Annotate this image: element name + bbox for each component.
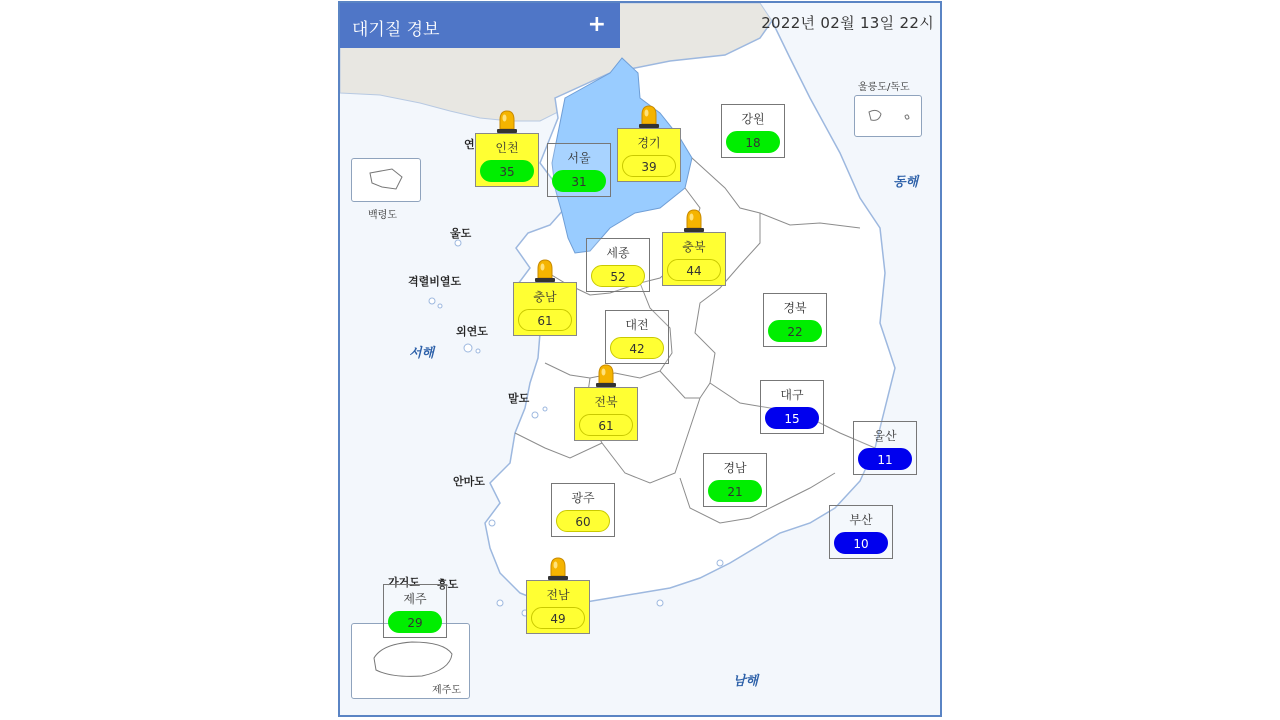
region-name: 전남 bbox=[546, 588, 570, 602]
warning-lamp-icon bbox=[638, 104, 660, 128]
region-box[interactable] bbox=[547, 143, 611, 197]
region-box[interactable] bbox=[703, 453, 767, 507]
region-value: 15 bbox=[765, 407, 819, 429]
region-box[interactable] bbox=[574, 387, 638, 441]
label-gageodo: 가거도 bbox=[388, 576, 420, 589]
region-box[interactable] bbox=[475, 133, 539, 187]
region-box[interactable] bbox=[526, 580, 590, 634]
label-maldo: 말도 bbox=[508, 392, 530, 405]
region-name: 강원 bbox=[741, 112, 765, 126]
ulleung-label: 울릉도/독도 bbox=[858, 82, 910, 93]
region-value: 61 bbox=[579, 414, 633, 436]
label-anmado: 안마도 bbox=[453, 475, 485, 488]
ulleung-island-icon bbox=[855, 96, 921, 136]
region-box[interactable] bbox=[513, 282, 577, 336]
region-value: 21 bbox=[708, 480, 762, 502]
region-name: 세종 bbox=[606, 246, 630, 260]
panel-title: 대기질 경보 bbox=[352, 20, 440, 40]
region-name: 인천 bbox=[495, 141, 519, 155]
region-value: 35 bbox=[480, 160, 534, 182]
sea-west: 서해 bbox=[409, 346, 435, 361]
sea-south: 남해 bbox=[733, 674, 759, 689]
warning-lamp-icon bbox=[683, 208, 705, 232]
region-box[interactable] bbox=[760, 380, 824, 434]
expand-button[interactable]: + bbox=[587, 12, 606, 37]
air-quality-map-panel bbox=[338, 1, 942, 717]
region-name: 경남 bbox=[723, 461, 747, 475]
region-name: 전북 bbox=[594, 395, 618, 409]
region-value: 29 bbox=[388, 611, 442, 633]
label-uldo: 울도 bbox=[450, 227, 472, 240]
region-name: 충북 bbox=[682, 240, 706, 254]
region-value: 31 bbox=[552, 170, 606, 192]
region-box[interactable] bbox=[662, 232, 726, 286]
region-value: 42 bbox=[610, 337, 664, 359]
title-bar bbox=[340, 3, 620, 48]
region-value: 49 bbox=[531, 607, 585, 629]
region-value: 18 bbox=[726, 131, 780, 153]
region-value: 44 bbox=[667, 259, 721, 281]
label-yeon: 연 bbox=[464, 138, 475, 151]
region-name: 제주 bbox=[403, 592, 427, 606]
region-name: 경기 bbox=[637, 136, 661, 150]
label-oeyeon: 외연도 bbox=[456, 325, 488, 338]
warning-lamp-icon bbox=[595, 363, 617, 387]
label-hongdo: 홍도 bbox=[437, 578, 459, 591]
jeju-label: 제주도 bbox=[432, 685, 461, 696]
region-value: 10 bbox=[834, 532, 888, 554]
region-value: 52 bbox=[591, 265, 645, 287]
region-name: 대전 bbox=[625, 318, 649, 332]
region-name: 광주 bbox=[571, 491, 595, 505]
region-box[interactable] bbox=[617, 128, 681, 182]
timestamp: 2022년 02월 13일 22시 bbox=[761, 14, 934, 32]
region-box[interactable] bbox=[829, 505, 893, 559]
region-box[interactable] bbox=[551, 483, 615, 537]
baengnyeong-label: 백령도 bbox=[368, 210, 397, 221]
region-name: 경북 bbox=[783, 301, 807, 315]
baengnyeong-island-icon bbox=[352, 159, 420, 201]
region-name: 울산 bbox=[873, 429, 897, 443]
region-box[interactable] bbox=[383, 584, 447, 638]
sea-east: 동해 bbox=[893, 175, 919, 190]
baengnyeong-inset bbox=[351, 158, 421, 202]
ulleung-inset bbox=[854, 95, 922, 137]
region-box[interactable] bbox=[605, 310, 669, 364]
region-box[interactable] bbox=[586, 238, 650, 292]
warning-lamp-icon bbox=[534, 258, 556, 282]
region-value: 61 bbox=[518, 309, 572, 331]
warning-lamp-icon bbox=[547, 556, 569, 580]
region-name: 부산 bbox=[849, 513, 873, 527]
region-name: 대구 bbox=[780, 388, 804, 402]
region-value: 60 bbox=[556, 510, 610, 532]
warning-lamp-icon bbox=[496, 109, 518, 133]
region-box[interactable] bbox=[763, 293, 827, 347]
region-box[interactable] bbox=[853, 421, 917, 475]
label-gyeokryeol: 격렬비열도 bbox=[408, 275, 462, 288]
region-name: 서울 bbox=[567, 151, 591, 165]
region-box[interactable] bbox=[721, 104, 785, 158]
region-name: 충남 bbox=[533, 290, 557, 304]
region-value: 39 bbox=[622, 155, 676, 177]
region-value: 22 bbox=[768, 320, 822, 342]
region-value: 11 bbox=[858, 448, 912, 470]
